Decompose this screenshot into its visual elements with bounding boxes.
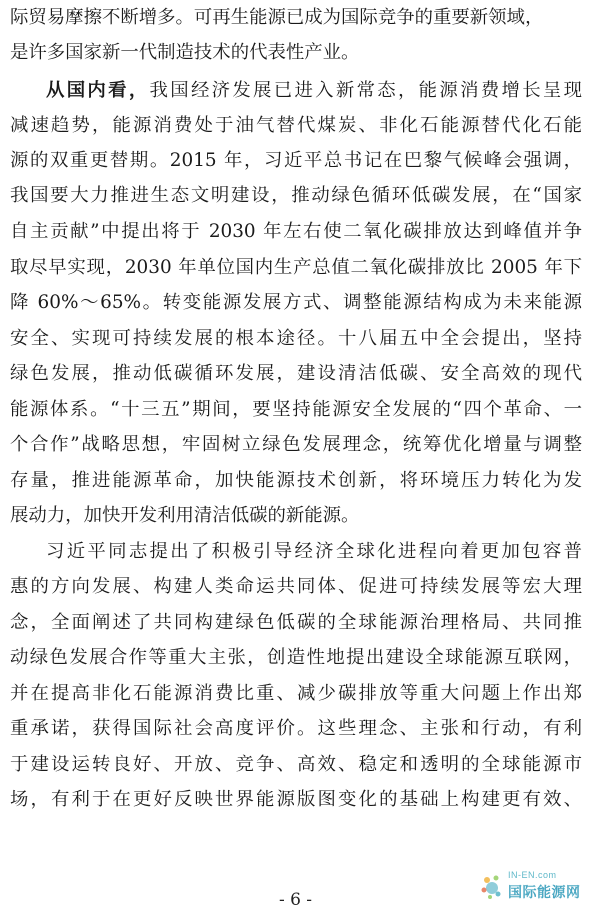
text-line: 源的双重更替期。2015 年，习近平总书记在巴黎气候峰会强调， <box>10 150 582 171</box>
text-line: 个合作”战略思想，牢固树立绿色发展理念，统筹优化增量与调整 <box>10 434 582 455</box>
text-line: 存量，推进能源革命，加快能源技术创新，将环境压力转化为发 <box>10 470 582 491</box>
text-line: 并在提高非化石能源消费比重、减少碳排放等重大问题上作出郑 <box>10 683 582 704</box>
text-line: 降 60%～65%。转变能源发展方式、调整能源结构成为未来能源 <box>10 292 582 313</box>
text-line: 重承诺，获得国际社会高度评价。这些理念、主张和行动，有利 <box>10 718 582 739</box>
page-number: - 6 - <box>278 890 313 910</box>
text-line: 展动力，加快开发利用清洁低碳的新能源。 <box>10 505 360 526</box>
watermark-name: 国际能源网 <box>508 885 581 901</box>
text-line: 取尽早实现，2030 年单位国内生产总值二氧化碳排放比 2005 年下 <box>10 257 582 278</box>
text-line: 从国内看，我国经济发展已进入新常态，能源消费增长呈现 <box>46 80 582 101</box>
text-line: 场，有利于在更好反映世界能源版图变化的基础上构建更有效、 <box>10 789 582 810</box>
in-en-logo-icon <box>478 870 512 904</box>
text-line: 能源体系。“十三五”期间，要坚持能源安全发展的“四个革命、一 <box>10 399 582 420</box>
text-line: 减速趋势，能源消费处于油气替代煤炭、非化石能源替代化石能 <box>10 115 582 136</box>
text-line: 安全、实现可持续发展的根本途径。十八届五中全会提出，坚持 <box>10 328 582 349</box>
text-line: 动绿色发展合作等重大主张，创造性地提出建设全球能源互联网， <box>10 647 582 668</box>
watermark-url: IN-EN.com <box>508 870 557 880</box>
text-line: 自主贡献”中提出将于 2030 年左右使二氧化碳排放达到峰值并争 <box>10 221 582 242</box>
bold-lead-phrase: 从国内看， <box>46 80 150 101</box>
watermark-logo <box>478 868 588 912</box>
text-line: 我国要大力推进生态文明建设，推动绿色循环低碳发展，在“国家 <box>10 185 582 206</box>
text-line: 绿色发展，推动低碳循环发展，建设清洁低碳、安全高效的现代 <box>10 363 582 384</box>
text-line: 习近平同志提出了积极引导经济全球化进程向着更加包容普 <box>46 541 582 562</box>
text-line: 于建设运转良好、开放、竞争、高效、稳定和透明的全球能源市 <box>10 754 582 775</box>
text-line: 是许多国家新一代制造技术的代表性产业。 <box>10 42 360 63</box>
text-line: 惠的方向发展、构建人类命运共同体、促进可持续发展等宏大理 <box>10 576 582 597</box>
text-line: 念，全面阐述了共同构建绿色低碳的全球能源治理格局、共同推 <box>10 612 582 633</box>
text-line: 际贸易摩擦不断增多。可再生能源已成为国际竞争的重要新领域， <box>10 7 544 28</box>
